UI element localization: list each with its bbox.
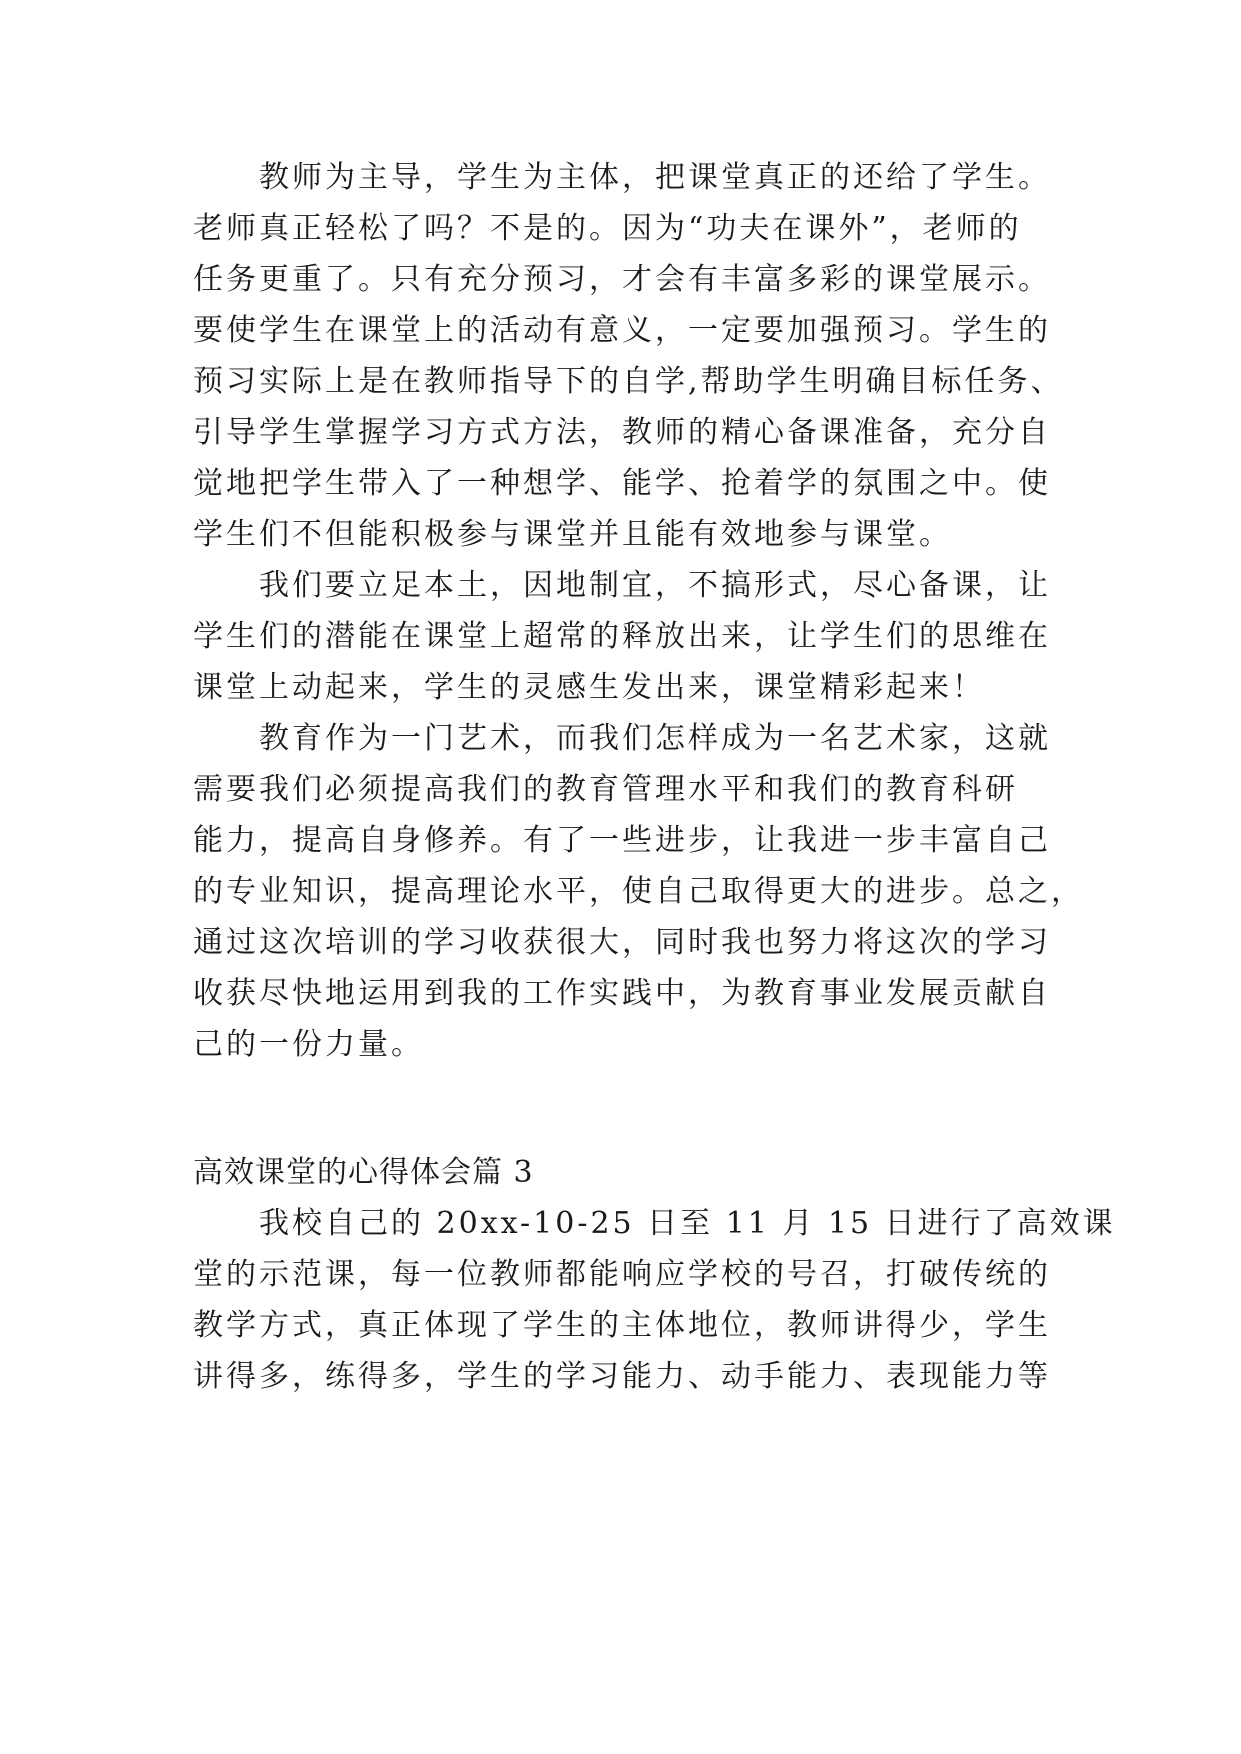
document-body (193, 152, 1116, 1402)
text-line: 觉地把学生带入了一种想学、能学、抢着学的氛围之中。使 (193, 466, 1051, 501)
text-line: 引导学生掌握学习方式方法，教师的精心备课准备，充分自 (193, 415, 1051, 450)
text-line: 要使学生在课堂上的活动有意义，一定要加强预习。学生的 (193, 313, 1051, 348)
text-line: 教师为主导，学生为主体，把课堂真正的还给了学生。 (259, 160, 1051, 195)
text-line: 堂的示范课，每一位教师都能响应学校的号召，打破传统的 (193, 1257, 1051, 1292)
text-line: 教学方式，真正体现了学生的主体地位，教师讲得少，学生 (193, 1308, 1051, 1343)
section-spacer (193, 1070, 1073, 1147)
text-line: 我们要立足本土，因地制宜，不搞形式，尽心备课，让 (259, 568, 1051, 603)
paragraph-3 (193, 713, 1084, 1070)
text-line: 教育作为一门艺术，而我们怎样成为一名艺术家，这就 (259, 721, 1051, 756)
section-heading: 高效课堂的心得体会篇 3 (193, 1155, 534, 1190)
text-line: 收获尽快地运用到我的工作实践中，为教育事业发展贡献自 (193, 976, 1051, 1011)
text-line: 的专业知识，提高理论水平，使自己取得更大的进步。总之， (193, 874, 1084, 909)
text-line: 任务更重了。只有充分预习，才会有丰富多彩的课堂展示。 (193, 262, 1051, 297)
text-line: 己的一份力量。 (193, 1027, 424, 1062)
text-line: 通过这次培训的学习收获很大，同时我也努力将这次的学习 (193, 925, 1051, 960)
paragraph-2 (193, 560, 1073, 713)
text-line: 讲得多，练得多，学生的学习能力、动手能力、表现能力等 (193, 1359, 1051, 1394)
section-paragraph (193, 1198, 1116, 1402)
text-line: 我校自己的 20xx-10-25 日至 11 月 15 日进行了高效课 (259, 1206, 1116, 1241)
text-line: 老师真正轻松了吗？不是的。因为“功夫在课外”，老师的 (193, 211, 1022, 246)
text-line: 学生们的潜能在课堂上超常的释放出来，让学生们的思维在 (193, 619, 1051, 654)
text-line: 课堂上动起来，学生的灵感生发出来，课堂精彩起来！ (193, 670, 985, 705)
paragraph-1 (193, 152, 1073, 560)
text-line: 学生们不但能积极参与课堂并且能有效地参与课堂。 (193, 517, 952, 552)
text-line: 能力，提高自身修养。有了一些进步，让我进一步丰富自己 (193, 823, 1051, 858)
text-line: 预习实际上是在教师指导下的自学,帮助学生明确目标任务、 (193, 364, 1064, 399)
text-line: 需要我们必须提高我们的教育管理水平和我们的教育科研 (193, 772, 1018, 807)
